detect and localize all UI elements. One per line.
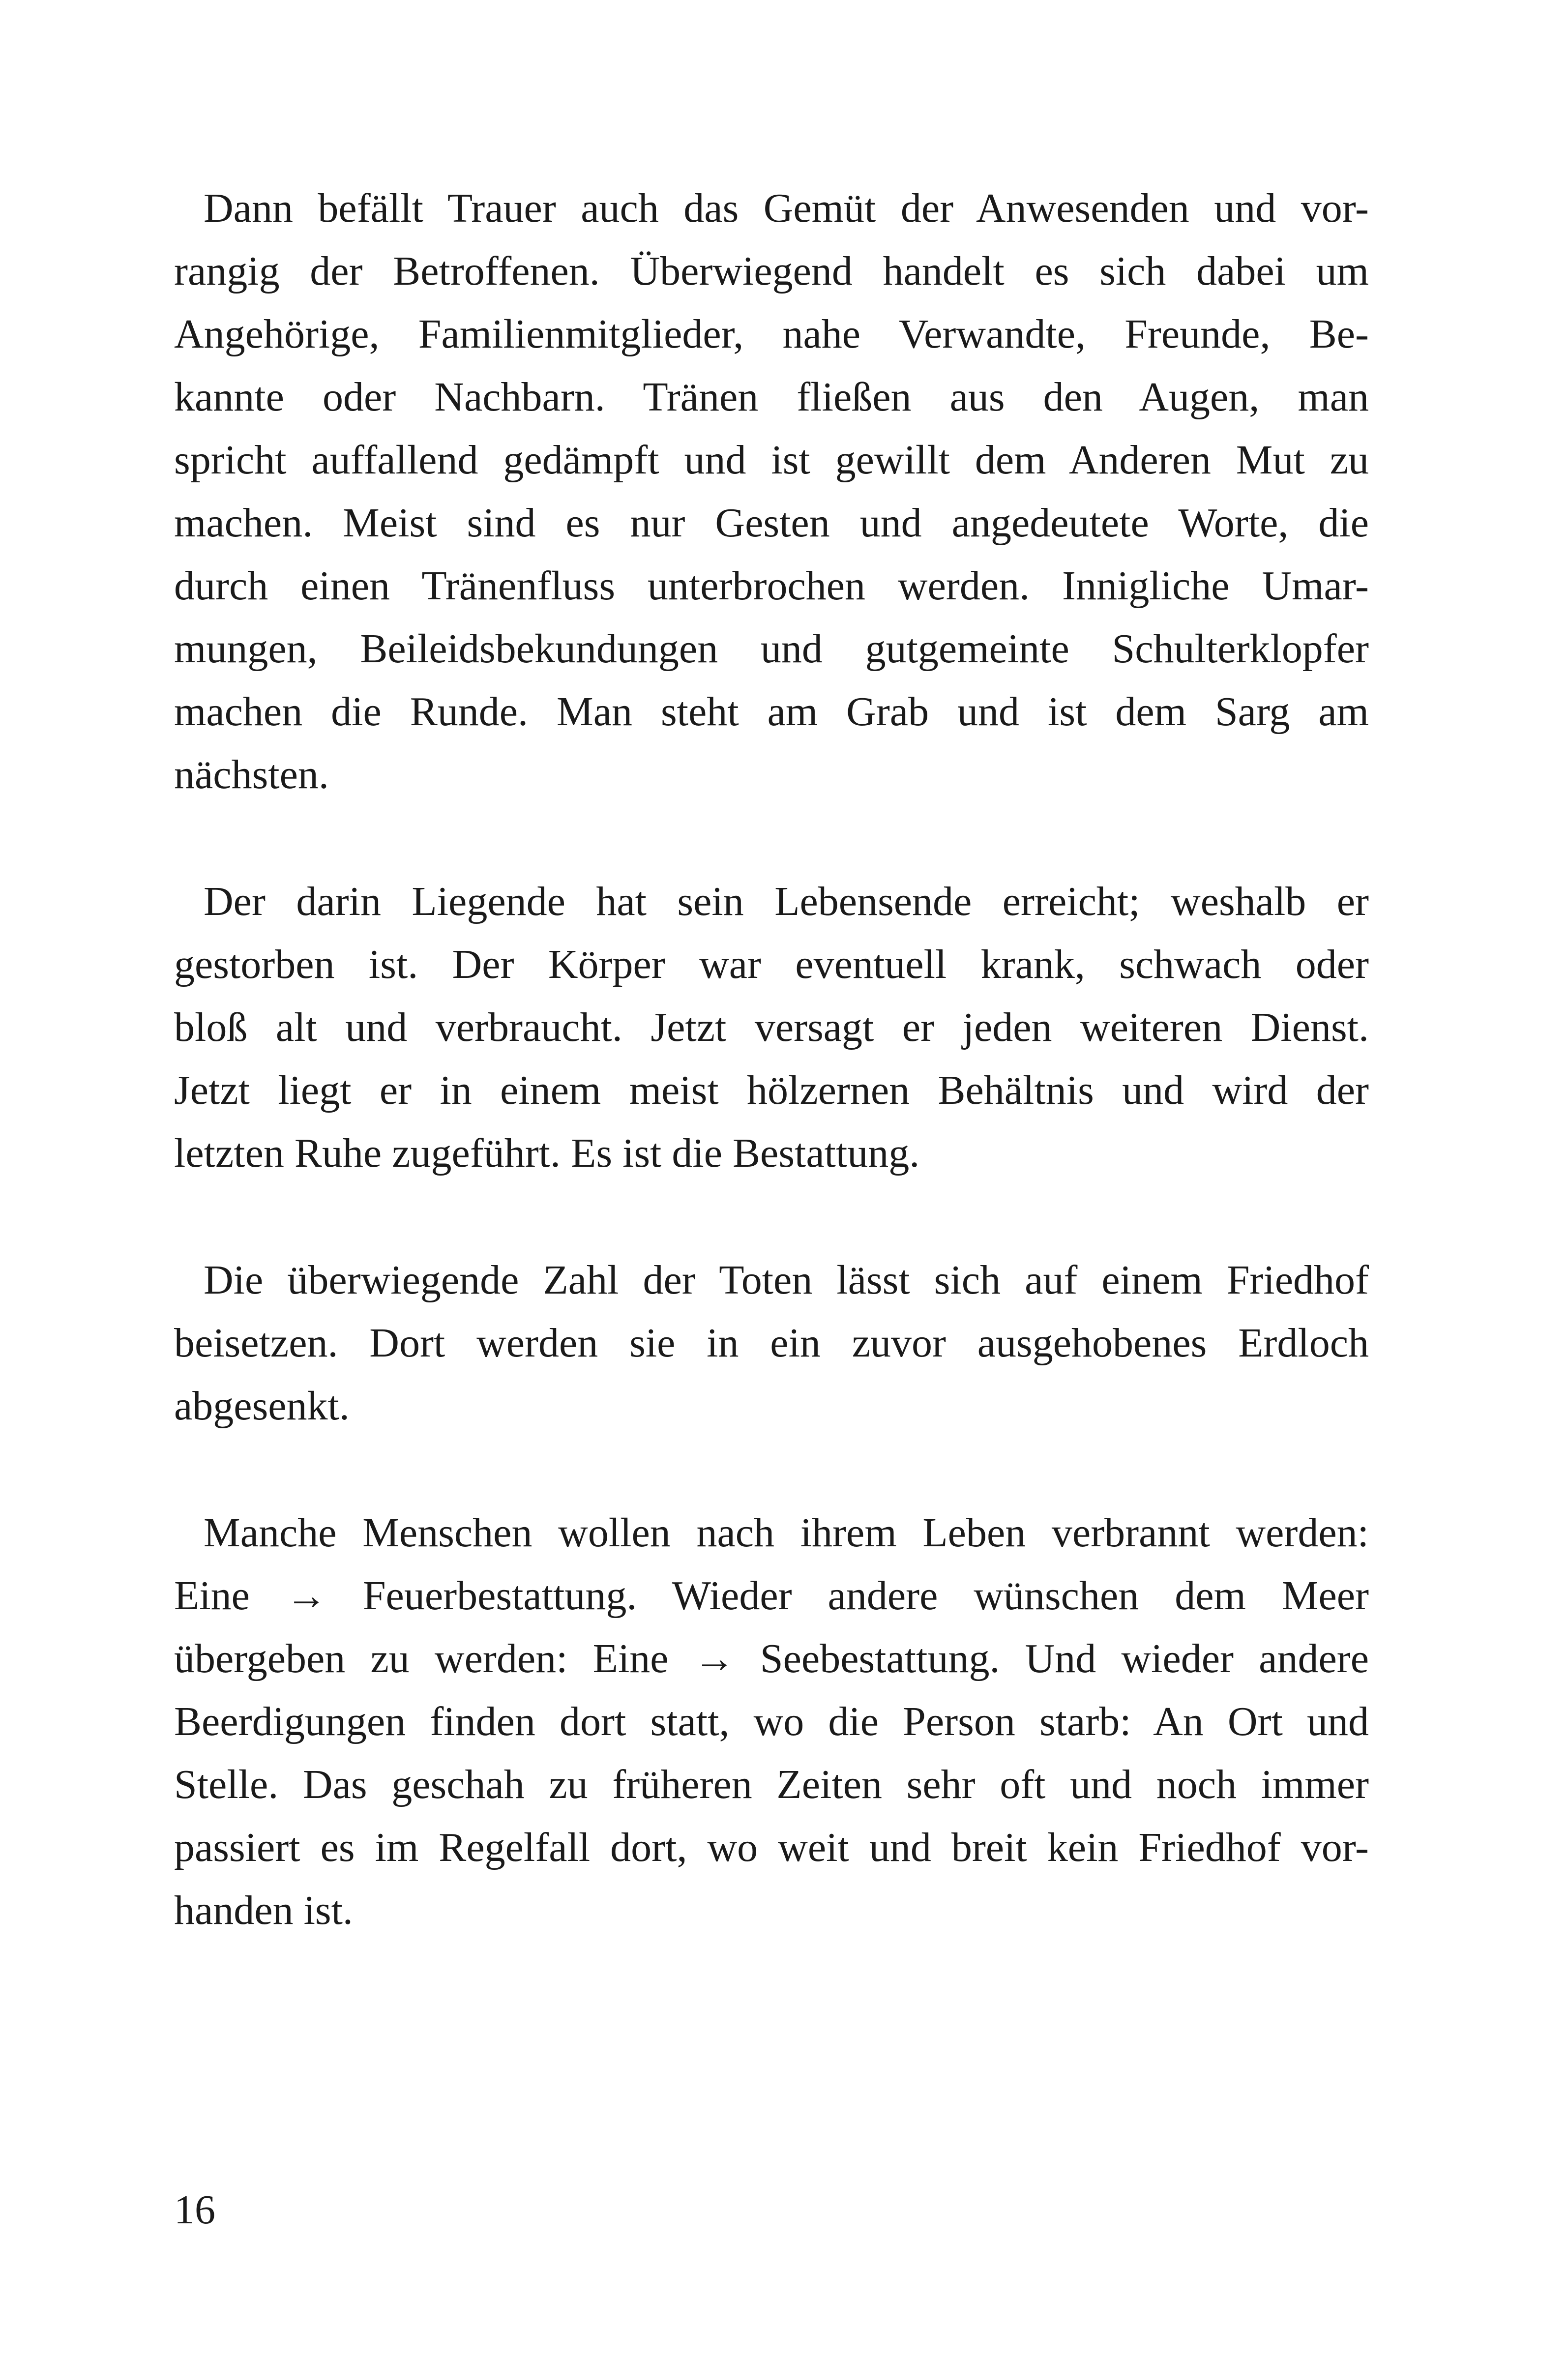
text-line: Der darin Liegende hat sein Lebensende erreicht; weshalb er [204,879,1369,924]
text-line: machen. Meist sind es nur Gesten und angedeutete Worte, die [174,500,1369,546]
text-line: beisetzen. Dort werden sie in ein zuvor ausgehobenes Erdloch [174,1320,1369,1366]
page-number: 16 [174,2187,215,2233]
text-line: Dann befällt Trauer auch das Gemüt der Anwesenden und vor- [204,185,1369,231]
paragraph-3 [174,1249,1369,1438]
text-line: spricht auffallend gedämpft und ist gewillt dem Anderen Mut zu [174,437,1369,483]
text-line: Angehörige, Familienmitglieder, nahe Verwandte, Freunde, Be- [174,311,1369,357]
text-line: mungen, Beileidsbekundungen und gutgemeinte Schulterklopfer [174,626,1369,672]
text-line: rangig der Betroffenen. Überwiegend handelt es sich dabei um [174,248,1369,294]
text-line: kannte oder Nachbarn. Tränen fließen aus den Augen, man [174,374,1369,420]
text-line: Beerdigungen finden dort statt, wo die Person starb: An Ort und [174,1699,1369,1744]
paragraph-4 [174,1502,1369,1942]
text-line: Eine → Feuerbestattung. Wieder andere wünschen dem Meer [174,1573,1369,1619]
paragraph-1 [174,177,1369,806]
text-line: letzten Ruhe zugeführt. Es ist die Bestattung. [174,1130,920,1176]
text-line: Jetzt liegt er in einem meist hölzernen Behältnis und wird der [174,1067,1369,1113]
text-line: passiert es im Regelfall dort, wo weit und breit kein Friedhof vor- [174,1825,1369,1870]
body-text [174,177,1369,2006]
text-line: abgesenkt. [174,1383,350,1429]
text-line: handen ist. [174,1888,353,1933]
text-line: Stelle. Das geschah zu früheren Zeiten sehr oft und noch immer [174,1762,1369,1807]
text-line: machen die Runde. Man steht am Grab und ist dem Sarg am [174,689,1369,735]
text-line: gestorben ist. Der Körper war eventuell krank, schwach oder [174,942,1369,987]
text-line: bloß alt und verbraucht. Jetzt versagt er jeden weiteren Dienst. [174,1004,1369,1050]
text-line: Manche Menschen wollen nach ihrem Leben verbrannt werden: [204,1510,1369,1556]
text-line: durch einen Tränenfluss unterbrochen werden. Innigliche Umar- [174,563,1369,609]
text-line: nächsten. [174,752,329,797]
text-line: übergeben zu werden: Eine → Seebestattung. Und wieder andere [174,1636,1369,1682]
paragraph-2 [174,870,1369,1185]
text-line: Die überwiegende Zahl der Toten lässt sich auf einem Friedhof [204,1257,1369,1303]
